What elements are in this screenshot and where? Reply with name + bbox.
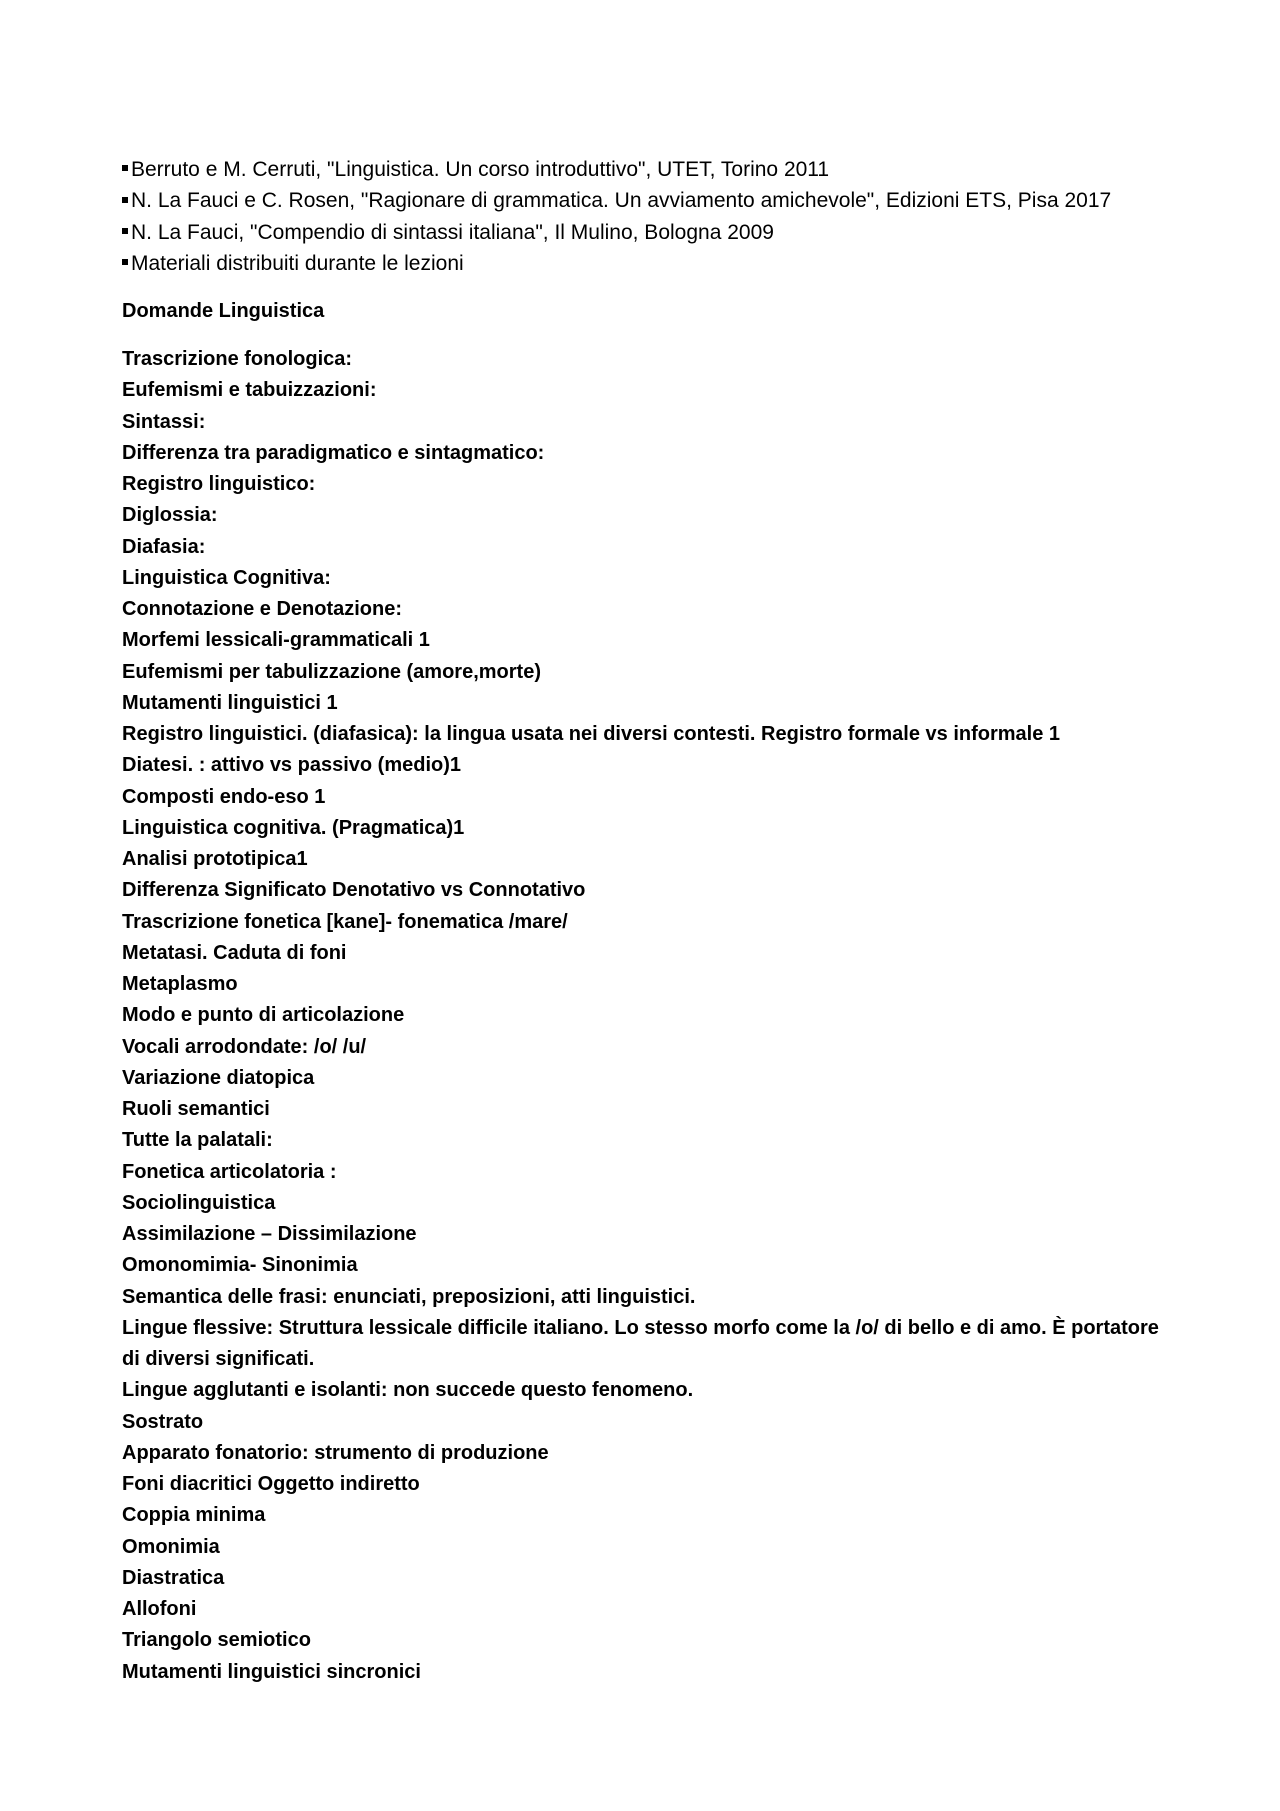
question-item: Diafasia: bbox=[122, 535, 206, 558]
square-bullet-icon bbox=[122, 228, 128, 234]
question-item: Ruoli semantici bbox=[122, 1098, 270, 1121]
reference-item: Materiali distribuiti durante le lezioni bbox=[122, 248, 1182, 279]
question-item: Morfemi lessicali-grammaticali 1 bbox=[122, 629, 430, 652]
question-item: Fonetica articolatoria : bbox=[122, 1160, 337, 1183]
reference-item: N. La Fauci e C. Rosen, "Ragionare di grammatica. Un avviamento amichevole", Edizioni ETS, Pisa 2017 bbox=[122, 185, 1182, 216]
question-item: Sintassi: bbox=[122, 410, 206, 433]
question-item: Diastratica bbox=[122, 1566, 225, 1589]
question-item: Lingue agglutanti e isolanti: non succede questo fenomeno. bbox=[122, 1379, 694, 1402]
section-heading: Domande Linguistica bbox=[122, 300, 325, 323]
question-item: Assimilazione – Dissimilazione bbox=[122, 1223, 417, 1246]
question-item: Mutamenti linguistici 1 bbox=[122, 691, 338, 714]
question-item: Connotazione e Denotazione: bbox=[122, 598, 402, 621]
question-list bbox=[122, 344, 1182, 1688]
square-bullet-icon bbox=[122, 165, 128, 171]
question-item: Differenza tra paradigmatico e sintagmatico: bbox=[122, 441, 545, 464]
question-item: Linguistica cognitiva. (Pragmatica)1 bbox=[122, 816, 465, 839]
reference-item: N. La Fauci, "Compendio di sintassi italiana", Il Mulino, Bologna 2009 bbox=[122, 217, 1182, 248]
question-item: Diglossia: bbox=[122, 504, 218, 527]
question-item: Trascrizione fonetica [kane]- fonematica /mare/ bbox=[122, 910, 568, 933]
question-item: Sostrato bbox=[122, 1410, 204, 1433]
reference-item: Berruto e M. Cerruti, "Linguistica. Un corso introduttivo", UTET, Torino 2011 bbox=[122, 154, 1182, 185]
question-item: Diatesi. : attivo vs passivo (medio)1 bbox=[122, 754, 461, 777]
question-item: Semantica delle frasi: enunciati, preposizioni, atti linguistici. bbox=[122, 1285, 696, 1308]
question-item: Mutamenti linguistici sincronici bbox=[122, 1660, 421, 1683]
square-bullet-icon bbox=[122, 197, 128, 203]
question-item: Eufemismi e tabuizzazioni: bbox=[122, 379, 377, 402]
question-item: Metatasi. Caduta di foni bbox=[122, 941, 347, 964]
question-item: Tutte la palatali: bbox=[122, 1129, 273, 1152]
question-item: Omonomimia- Sinonimia bbox=[122, 1254, 358, 1277]
question-item: Coppia minima bbox=[122, 1504, 266, 1527]
question-item: Lingue flessive: Struttura lessicale difficile italiano. Lo stesso morfo come la /o/ di bello e di amo. È portatore di diversi significati. bbox=[122, 1316, 1159, 1371]
question-item: Analisi prototipica1 bbox=[122, 848, 308, 871]
question-item: Triangolo semiotico bbox=[122, 1629, 311, 1652]
question-item: Allofoni bbox=[122, 1598, 197, 1621]
question-item: Trascrizione fonologica: bbox=[122, 348, 353, 371]
question-item: Sociolinguistica bbox=[122, 1191, 276, 1214]
question-item: Registro linguistici. (diafasica): la lingua usata nei diversi contesti. Registro formale vs informale 1 bbox=[122, 723, 1061, 746]
reference-list bbox=[122, 154, 1182, 279]
question-item: Foni diacritici Oggetto indiretto bbox=[122, 1473, 420, 1496]
question-item: Composti endo-eso 1 bbox=[122, 785, 326, 808]
question-item: Vocali arrodondate: /o/ /u/ bbox=[122, 1035, 367, 1058]
square-bullet-icon bbox=[122, 259, 128, 265]
question-item: Linguistica Cognitiva: bbox=[122, 566, 331, 589]
question-item: Registro linguistico: bbox=[122, 473, 316, 496]
question-item: Omonimia bbox=[122, 1535, 220, 1558]
question-item: Apparato fonatorio: strumento di produzione bbox=[122, 1441, 549, 1464]
question-item: Variazione diatopica bbox=[122, 1066, 315, 1089]
question-item: Differenza Significato Denotativo vs Connotativo bbox=[122, 879, 586, 902]
document-page bbox=[122, 154, 1182, 1688]
question-item: Eufemismi per tabulizzazione (amore,morte) bbox=[122, 660, 541, 683]
question-item: Metaplasmo bbox=[122, 973, 238, 996]
question-item: Modo e punto di articolazione bbox=[122, 1004, 405, 1027]
